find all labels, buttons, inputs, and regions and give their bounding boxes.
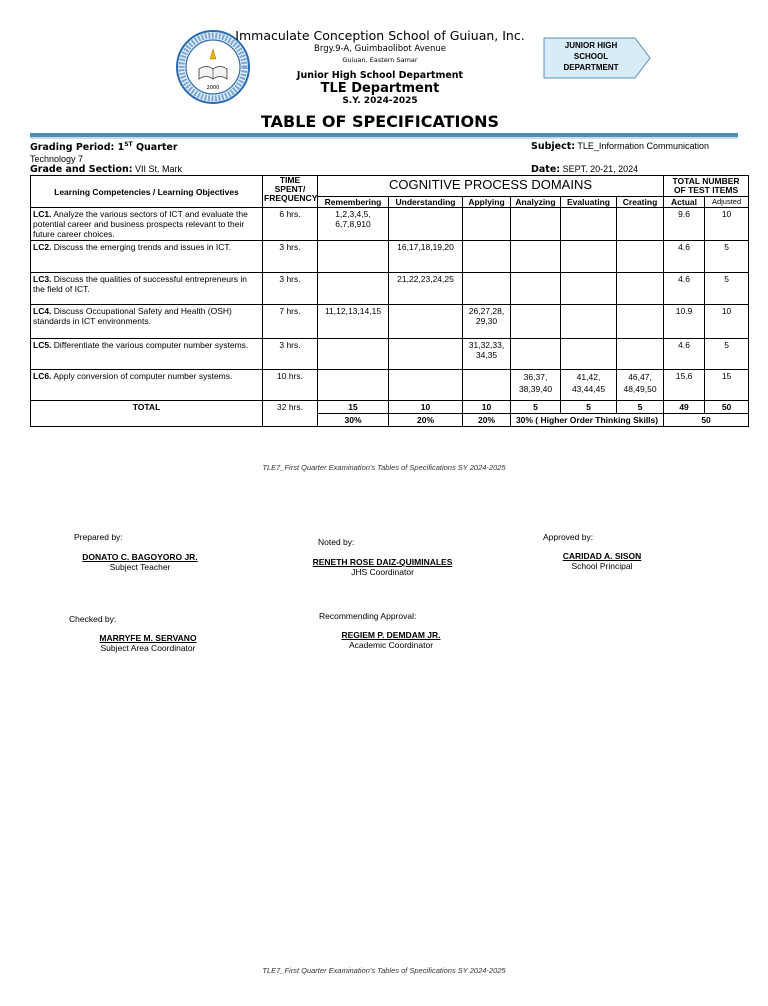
row-applying bbox=[463, 241, 511, 273]
grade-section: Grade and Section: VII St. Mark bbox=[30, 164, 183, 175]
row-competency: LC4. Discuss Occupational Safety and Health (OSH) standards in ICT environments. bbox=[31, 305, 263, 339]
date: Date: SEPT. 20-21, 2024 bbox=[531, 164, 639, 175]
header-total-items: TOTAL NUMBER OF TEST ITEMS bbox=[664, 176, 749, 197]
row-adjusted: 5 bbox=[705, 339, 749, 370]
row-analyzing bbox=[511, 273, 561, 305]
prepared-by-role: Subject Teacher bbox=[109, 562, 171, 572]
page-footer-text: TLE7_First Quarter Examination's Tables of Specifications SY 2024-2025 bbox=[262, 966, 506, 975]
tle-department: TLE Department bbox=[320, 81, 440, 96]
checked-by-label: Checked by: bbox=[69, 614, 117, 624]
header-analyzing: Analyzing bbox=[511, 197, 561, 208]
row-adjusted: 5 bbox=[705, 273, 749, 305]
department-badge bbox=[543, 37, 651, 79]
row-actual: 4.6 bbox=[664, 241, 705, 273]
header-actual: Actual bbox=[664, 197, 705, 208]
footer-text: TLE7_First Quarter Examination's Tables of Specifications SY 2024-2025 bbox=[262, 463, 506, 472]
row-applying bbox=[463, 370, 511, 401]
header-time-spent: TIME SPENT/ FREQUENCY bbox=[263, 176, 318, 208]
header-remembering: Remembering bbox=[318, 197, 389, 208]
row-adjusted: 5 bbox=[705, 241, 749, 273]
badge-line3: DEPARTMENT bbox=[563, 63, 619, 72]
header-evaluating: Evaluating bbox=[561, 197, 617, 208]
row-creating bbox=[617, 241, 664, 273]
row-actual: 4.6 bbox=[664, 339, 705, 370]
approved-by-block bbox=[532, 551, 672, 571]
prepared-by-name: DONATO C. BAGOYORO JR. bbox=[82, 552, 198, 562]
approved-by-role: School Principal bbox=[571, 561, 633, 571]
checked-by-role: Subject Area Coordinator bbox=[100, 643, 196, 653]
total-creating: 5 bbox=[617, 401, 664, 414]
row-evaluating bbox=[561, 305, 617, 339]
row-creating bbox=[617, 339, 664, 370]
table-row bbox=[31, 241, 749, 273]
badge-line1: JUNIOR HIGH bbox=[564, 41, 618, 50]
row-remembering bbox=[318, 273, 389, 305]
prepared-by-label: Prepared by: bbox=[74, 532, 123, 542]
row-time: 7 hrs. bbox=[263, 305, 318, 339]
row-time: 3 hrs. bbox=[263, 339, 318, 370]
recommending-approval-label: Recommending Approval: bbox=[319, 611, 417, 621]
row-time: 10 hrs. bbox=[263, 370, 318, 401]
row-adjusted: 10 bbox=[705, 208, 749, 241]
header-divider-shadow bbox=[30, 137, 738, 139]
row-understanding: 21,22,23,24,25 bbox=[389, 273, 463, 305]
row-analyzing bbox=[511, 241, 561, 273]
pct-hots: 30% ( Higher Order Thinking Skills) bbox=[511, 414, 664, 427]
table-row bbox=[31, 208, 749, 241]
recommending-role: Academic Coordinator bbox=[348, 640, 434, 650]
row-competency: LC2. Discuss the emerging trends and issues in ICT. bbox=[31, 241, 263, 273]
row-analyzing: 36,37, 38,39,40 bbox=[511, 370, 561, 401]
row-actual: 4.6 bbox=[664, 273, 705, 305]
total-adjusted: 50 bbox=[705, 401, 749, 414]
total-understanding: 10 bbox=[389, 401, 463, 414]
department-name: Junior High School Department bbox=[296, 70, 464, 81]
school-address-line1: Brgy.9-A, Guimbaolibot Avenue bbox=[314, 44, 446, 54]
row-applying: 26,27,28, 29,30 bbox=[463, 305, 511, 339]
row-time: 3 hrs. bbox=[263, 241, 318, 273]
technology-line: Technology 7 bbox=[30, 154, 84, 164]
row-evaluating bbox=[561, 208, 617, 241]
header-applying: Applying bbox=[463, 197, 511, 208]
row-understanding bbox=[389, 370, 463, 401]
header-competencies: Learning Competencies / Learning Objectives bbox=[31, 176, 263, 208]
row-analyzing bbox=[511, 208, 561, 241]
row-remembering bbox=[318, 241, 389, 273]
table-row bbox=[31, 370, 749, 401]
row-understanding bbox=[389, 339, 463, 370]
header-creating: Creating bbox=[617, 197, 664, 208]
seal-year: 2000 bbox=[206, 85, 220, 91]
noted-by-role: JHS Coordinator bbox=[351, 567, 414, 577]
pct-applying: 20% bbox=[463, 414, 511, 427]
total-remembering: 15 bbox=[318, 401, 389, 414]
recommending-name: REGIEM P. DEMDAM JR. bbox=[341, 630, 441, 640]
row-adjusted: 10 bbox=[705, 305, 749, 339]
row-applying bbox=[463, 273, 511, 305]
row-actual: 9.6 bbox=[664, 208, 705, 241]
total-row bbox=[31, 401, 749, 414]
row-remembering bbox=[318, 370, 389, 401]
school-address-line2: Guiuan, Eastern Samar bbox=[342, 56, 418, 64]
table-row bbox=[31, 305, 749, 339]
row-creating: 46,47, 48,49,50 bbox=[617, 370, 664, 401]
row-applying bbox=[463, 208, 511, 241]
row-remembering: 11,12,13,14,15 bbox=[318, 305, 389, 339]
approved-by-name: CARIDAD A. SISON bbox=[562, 551, 642, 561]
row-creating bbox=[617, 305, 664, 339]
row-understanding bbox=[389, 208, 463, 241]
checked-by-name: MARRYFE M. SERVANO bbox=[99, 633, 197, 643]
total-label: TOTAL bbox=[31, 401, 263, 427]
total-actual: 49 bbox=[664, 401, 705, 414]
total-applying: 10 bbox=[463, 401, 511, 414]
document-title: TABLE OF SPECIFICATIONS bbox=[260, 112, 500, 131]
header-adjusted: Adjusted bbox=[705, 197, 749, 208]
recommending-block bbox=[321, 630, 461, 650]
row-evaluating bbox=[561, 241, 617, 273]
table-row bbox=[31, 339, 749, 370]
total-time: 32 hrs. bbox=[263, 401, 318, 427]
row-applying: 31,32,33, 34,35 bbox=[463, 339, 511, 370]
noted-by-block bbox=[300, 557, 465, 577]
noted-by-label: Noted by: bbox=[318, 537, 355, 547]
noted-by-name: RENETH ROSE DAIZ-QUIMINALES bbox=[312, 557, 453, 567]
row-creating bbox=[617, 273, 664, 305]
total-analyzing: 5 bbox=[511, 401, 561, 414]
checked-by-block bbox=[78, 633, 218, 653]
row-competency: LC1. Analyze the various sectors of ICT and evaluate the potential career and business prospects relevant to their future career choices. bbox=[31, 208, 263, 241]
row-time: 6 hrs. bbox=[263, 208, 318, 241]
row-remembering: 1,2,3,4,5, 6,7,8,910 bbox=[318, 208, 389, 241]
grand-total: 50 bbox=[664, 414, 749, 427]
specifications-table bbox=[30, 175, 749, 427]
row-remembering bbox=[318, 339, 389, 370]
pct-remembering: 30% bbox=[318, 414, 389, 427]
header-understanding: Understanding bbox=[389, 197, 463, 208]
grading-period: Grading Period: 1ST Quarter bbox=[30, 141, 178, 154]
row-competency: LC5. Differentiate the various computer number systems. bbox=[31, 339, 263, 370]
prepared-by-block bbox=[60, 552, 220, 572]
row-competency: LC3. Discuss the qualities of successful entrepreneurs in the field of ICT. bbox=[31, 273, 263, 305]
approved-by-label: Approved by: bbox=[543, 532, 594, 542]
row-evaluating: 41,42, 43,44,45 bbox=[561, 370, 617, 401]
row-actual: 15.6 bbox=[664, 370, 705, 401]
row-creating bbox=[617, 208, 664, 241]
row-actual: 10.9 bbox=[664, 305, 705, 339]
row-analyzing bbox=[511, 305, 561, 339]
row-time: 3 hrs. bbox=[263, 273, 318, 305]
row-understanding: 16,17,18,19,20 bbox=[389, 241, 463, 273]
row-evaluating bbox=[561, 339, 617, 370]
total-evaluating: 5 bbox=[561, 401, 617, 414]
row-understanding bbox=[389, 305, 463, 339]
badge-line2: SCHOOL bbox=[573, 52, 609, 61]
pct-understanding: 20% bbox=[389, 414, 463, 427]
table-row bbox=[31, 273, 749, 305]
subject: Subject: TLE_Information Communication bbox=[531, 141, 709, 152]
row-adjusted: 15 bbox=[705, 370, 749, 401]
header-cognitive-domains: COGNITIVE PROCESS DOMAINS bbox=[318, 176, 664, 197]
table-header-row-1 bbox=[31, 176, 749, 197]
school-year: S.Y. 2024-2025 bbox=[342, 96, 418, 106]
row-analyzing bbox=[511, 339, 561, 370]
row-evaluating bbox=[561, 273, 617, 305]
school-name: Immaculate Conception School of Guiuan, Inc. bbox=[235, 28, 525, 43]
row-competency: LC6. Apply conversion of computer number systems. bbox=[31, 370, 263, 401]
